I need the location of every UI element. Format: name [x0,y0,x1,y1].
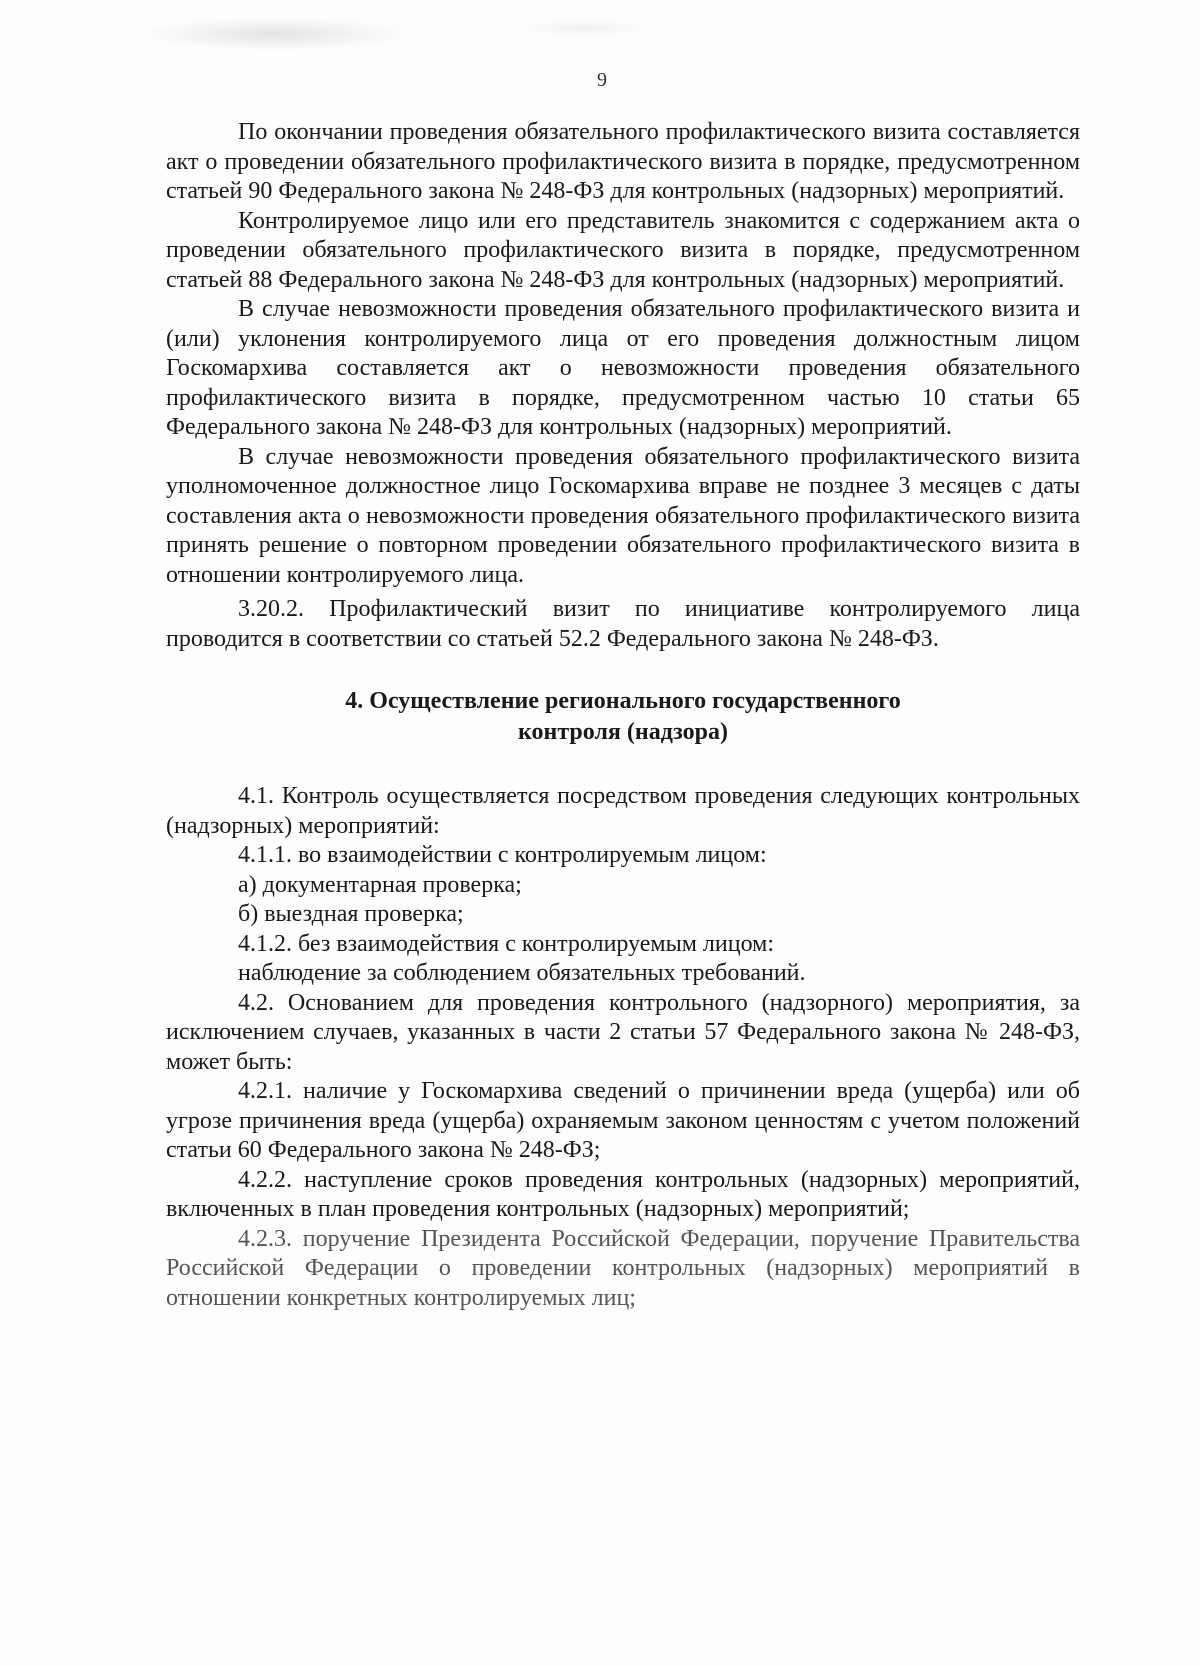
list-item-documentary-check: а) документарная проверка; [238,871,522,898]
page-number: 9 [597,69,607,91]
paragraph-acquaintance-with-act: Контролируемое лицо или его представитель знакомится с содержанием акта о проведении обязательного профилактического визита в порядке, предусмотренном статьей 88 Федерального закона № 248-ФЗ для контрольных (надзорных) мероприятий. [166,207,1080,293]
paragraph-observation: наблюдение за соблюдением обязательных требований. [238,960,806,986]
paragraph-4-2: 4.2. Основанием для проведения контрольного (надзорного) мероприятия, за исключением случаев, указанных в части 2 статьи 57 Федерального закона № 248-ФЗ, может быть: [166,989,1080,1075]
paragraph-4-2-3: 4.2.3. поручение Президента Российской Федерации, поручение Правительства Российской Федерации о проведении контрольных (надзорных) мероприятий в отношении конкретных контролируемых лиц; [166,1225,1080,1311]
scan-artifact [150,18,400,50]
paragraph-4-2-2: 4.2.2. наступление сроков проведения контрольных (надзорных) мероприятий, включенных в план проведения контрольных (надзорных) мероприятий; [166,1166,1080,1222]
paragraph-repeat-visit: В случае невозможности проведения обязательного профилактического визита уполномоченное должностное лицо Госкомархива вправе не позднее 3 месяцев с даты составления акта о невозможности проведения обязательного профилактического визита принять решение о повторном проведении обязательного профилактического визита в отношении контролируемого лица. [166,443,1080,588]
paragraph-3-20-2: 3.20.2. Профилактический визит по инициативе контролируемого лица проводится в соответствии со статьей 52.2 Федерального закона № 248-ФЗ. [166,596,1080,652]
paragraph-4-2-1: 4.2.1. наличие у Госкомархива сведений о причинении вреда (ущерба) или об угрозе причинения вреда (ущерба) охраняемым законом ценностям с учетом положений статьи 60 Федерального закона № 248-ФЗ; [166,1078,1080,1163]
scan-artifact [520,20,650,36]
section-heading-line-2: контроля (надзора) [518,719,728,745]
paragraph-4-1-2: 4.1.2. без взаимодействия с контролируемым лицом: [238,930,774,957]
paragraph-4-1-1: 4.1.1. во взаимодействии с контролируемым лицом: [238,842,767,868]
document-body [166,118,1080,1313]
list-item-onsite-check: б) выездная проверка; [238,901,464,927]
paragraph-act-after-visit: По окончании проведения обязательного профилактического визита составляется акт о проведении обязательного профилактического визита в порядке, предусмотренном статьей 90 Федерального закона № 248-ФЗ для контрольных (надзорных) мероприятий. [166,119,1080,204]
section-heading-line-1: 4. Осуществление регионального государственного [345,688,901,714]
paragraph-4-1: 4.1. Контроль осуществляется посредством проведения следующих контрольных (надзорных) мероприятий: [166,783,1080,839]
section-heading [166,686,1080,748]
paragraph-impossibility-act: В случае невозможности проведения обязательного профилактического визита и (или) уклонения контролируемого лица от его проведения должностным лицом Госкомархива составляется акт о невозможности проведения обязательного профилактического визита в порядке, предусмотренном частью 10 статьи 65 Федерального закона № 248-ФЗ для контрольных (надзорных) мероприятий. [166,296,1080,440]
